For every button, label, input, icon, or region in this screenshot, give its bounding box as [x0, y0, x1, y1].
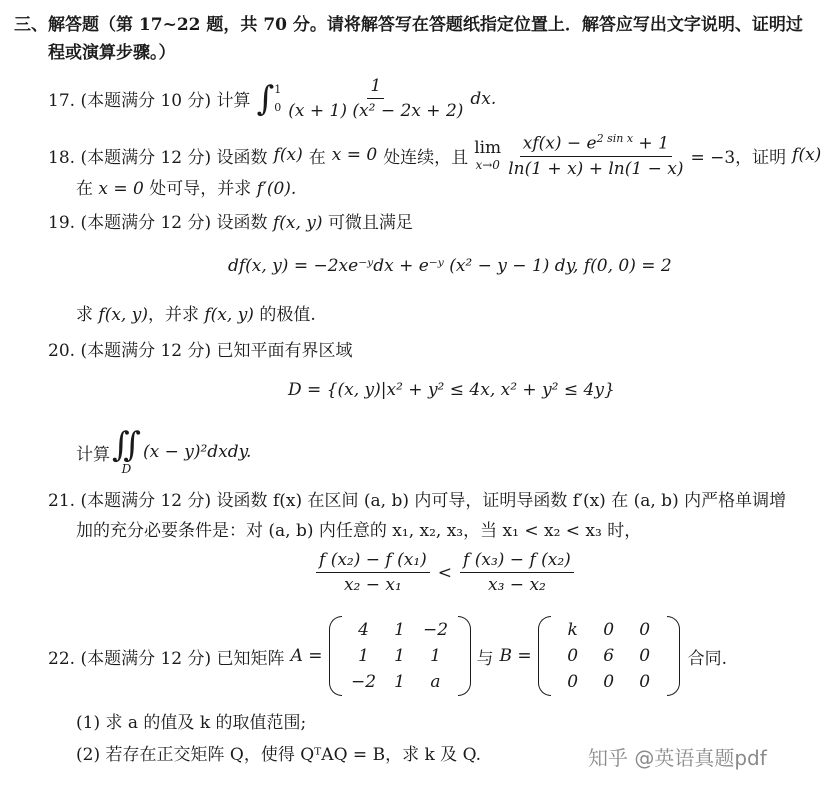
matrix-b-cell: 0 — [639, 672, 651, 692]
section-heading-line2: 程或演算步骤。） — [48, 43, 176, 63]
matrix-b-cell: 0 — [567, 672, 579, 692]
q20-calc: 计算 ∬ D (x − y)²dxdy. — [76, 425, 252, 476]
double-integral — [112, 425, 141, 476]
question-17 — [48, 76, 496, 121]
q18-fx2: f(x) — [792, 145, 822, 166]
q18-fraction — [505, 132, 686, 179]
matrix-a — [329, 616, 471, 696]
q18-denominator: ln(1 + x) + ln(1 − x) — [508, 158, 684, 179]
q18-prefix: 18. (本题满分 12 分) 设函数 — [48, 147, 268, 168]
q21-frac1: $\frac{\text{f (x₂) − f (x₁)}}{\text{x₂ − x₁}}$ — [316, 550, 430, 595]
q20-domain-label: D — [121, 462, 132, 476]
q18-x0: x = 0 — [331, 145, 378, 166]
q21-line2: 加的充分必要条件是：对 (a, b) 内任意的 x₁, x₂, x₃，当 x₁ < x₂ < x₃ 时， — [76, 521, 642, 541]
matrix-a-cell: 1 — [394, 646, 405, 666]
q17-denominator: (x + 1) (x² − 2x + 2) — [288, 101, 464, 121]
matrix-b-cell: 0 — [603, 672, 615, 692]
q19-equation: df(x, y) = −2xe⁻ʸdx + e⁻ʸ (x² − y − 1) dy, f(0, 0) = 2 — [228, 256, 672, 276]
q18-numerator: $xf(x) - e^{2 sin x} + 1$ — [520, 132, 672, 157]
q19-ask: 求 f(x, y)，并求 f(x, y) 的极值. — [76, 305, 316, 325]
q18-lim-under: x→0 — [475, 158, 500, 173]
question-18 — [48, 132, 821, 179]
matrix-a-cell: 1 — [430, 646, 441, 666]
section-heading-line1: 三、解答题（第 17~22 题，共 70 分。请将解答写在答题纸指定位置上．解答应写出文字说明、证明过 — [14, 15, 803, 35]
q18-limit — [474, 138, 501, 172]
q22-sub1: (1) 求 a 的值及 k 的取值范围; — [76, 713, 307, 733]
q17-int-upper: 1 — [274, 82, 282, 96]
matrix-a-cell: 1 — [394, 672, 405, 692]
matrix-b-cell: 0 — [603, 620, 615, 640]
watermark: 知乎 @英语真题pdf — [588, 746, 767, 770]
q17-fraction — [285, 76, 466, 121]
matrix-a-cell: 1 — [358, 646, 369, 666]
matrix-a-cell: −2 — [422, 620, 449, 640]
q17-prefix: 17. (本题满分 10 分) 计算 — [48, 91, 251, 111]
matrix-a-cell: 1 — [394, 620, 405, 640]
q21-line1: 21. (本题满分 12 分) 设函数 f(x) 在区间 (a, b) 内可导，证明导函数 f′(x) 在 (a, b) 内严格单调增 — [48, 491, 787, 511]
q17-numerator: 1 — [367, 76, 384, 99]
integral-sign: ∫ — [256, 78, 275, 119]
matrix-a-cell: a — [430, 672, 441, 692]
q18-line2: 在 x = 0 处可导，并求 f′(0). — [76, 179, 297, 199]
question-22: 22. (本题满分 12 分) 已知矩阵 A = 4 1 −2 1 1 1 −2 1 a 与 B = k 0 0 0 6 0 0 0 0 合同. — [48, 616, 727, 696]
matrix-b-cell: k — [567, 620, 578, 640]
question-19: 19. (本题满分 12 分) 设函数 f(x, y) 可微且满足 — [48, 213, 413, 233]
q17-int-lower: 0 — [274, 100, 282, 114]
matrix-a-cell: 4 — [358, 620, 369, 640]
q18-cont: 处连续，且 — [383, 147, 469, 168]
matrix-a-cell: −2 — [350, 672, 377, 692]
q21-inequality: $\frac{\text{f (x₂) − f (x₁)}}{\text{x₂ − x₁}}$ < $\frac{\text{f (x₃) − f (x₂)}}{\text{x₃ − x₂}}$ — [312, 550, 578, 595]
q20-region: D = {(x, y)|x² + y² ≤ 4x, x² + y² ≤ 4y} — [288, 380, 615, 400]
matrix-b-cell: 6 — [603, 646, 615, 666]
q18-mid: 在 — [308, 147, 326, 168]
q22-sub2: (2) 若存在正交矩阵 Q，使得 QᵀAQ = B，求 k 及 Q. — [76, 745, 482, 765]
matrix-b-cell: 0 — [639, 646, 651, 666]
q17-integral — [257, 76, 497, 121]
double-integral-sign: ∬ — [112, 425, 141, 465]
matrix-b-cell: 0 — [567, 646, 579, 666]
question-20: 20. (本题满分 12 分) 已知平面有界区域 — [48, 341, 353, 361]
q17-suffix: dx. — [470, 88, 497, 109]
q18-fx: f(x) — [273, 145, 303, 166]
q21-frac2: $\frac{\text{f (x₃) − f (x₂)}}{\text{x₃ − x₂}}$ — [460, 550, 574, 595]
q18-lim-word: lim — [474, 138, 502, 159]
matrix-b — [538, 616, 680, 696]
matrix-b-cell: 0 — [639, 620, 651, 640]
q18-equals: = −3，证明 — [690, 147, 787, 168]
